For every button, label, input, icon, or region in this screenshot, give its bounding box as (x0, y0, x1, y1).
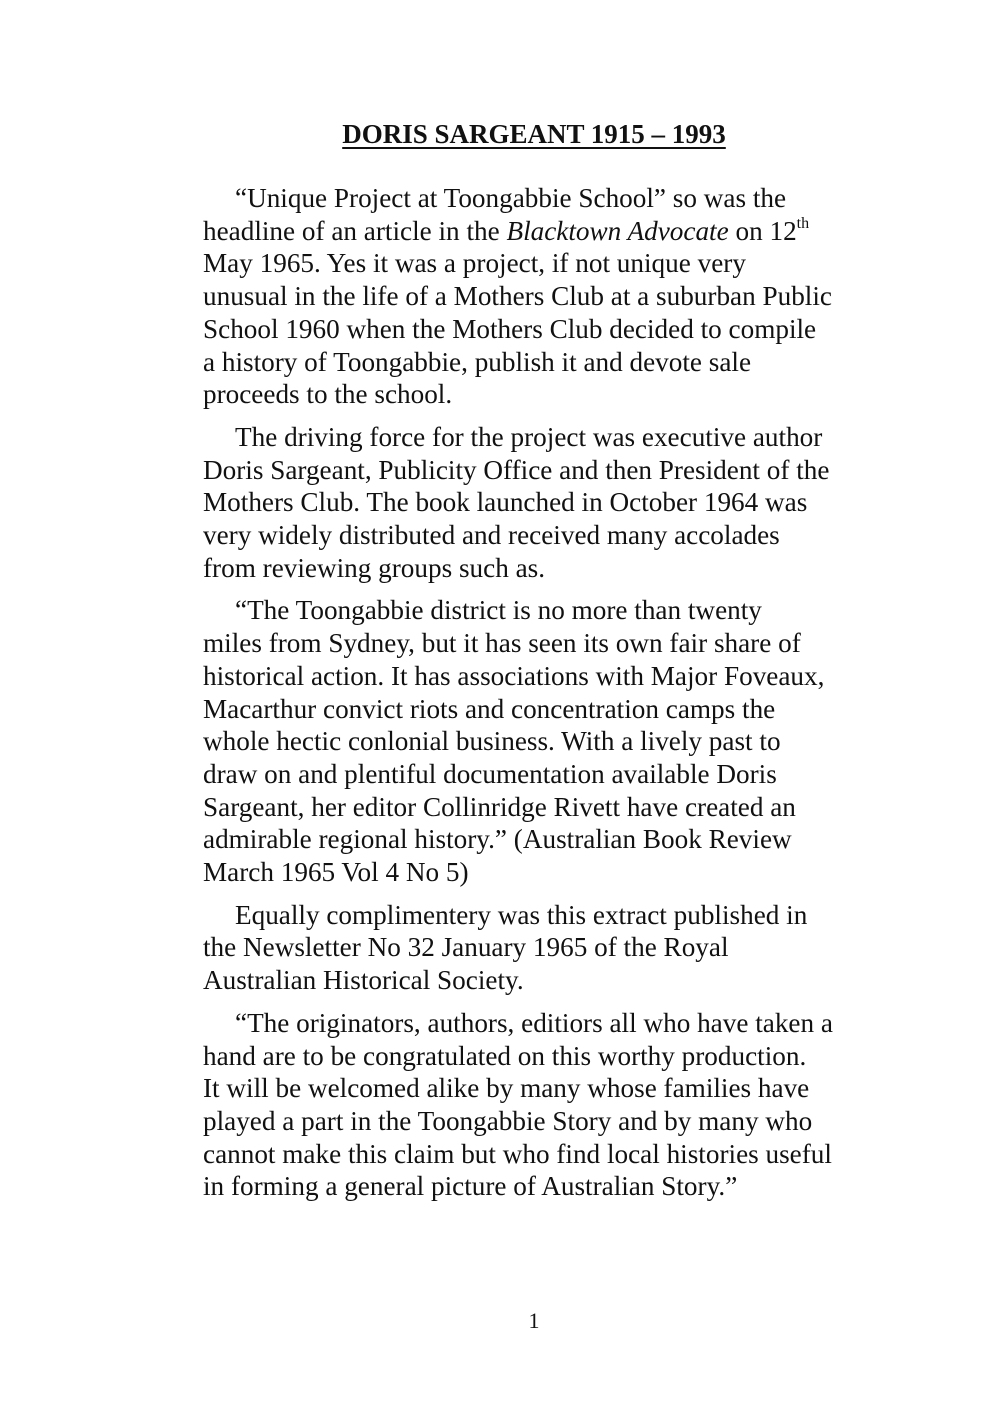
text-line (203, 215, 873, 248)
text-line: in forming a general picture of Australian Story.” (203, 1171, 738, 1202)
text-line: Mothers Club. The book launched in October 1964 was (203, 487, 808, 518)
text-line: hand are to be congratulated on this worthy production. (203, 1040, 807, 1071)
paragraph-2 (203, 421, 873, 585)
ordinal-suffix: th (796, 214, 810, 232)
text-line: It will be welcomed alike by many whose families have (203, 1073, 810, 1104)
text-line: historical action. It has associations with Major Foveaux, (203, 660, 825, 691)
text-line: Doris Sargeant, Publicity Office and then President of the (203, 454, 830, 485)
text-line: miles from Sydney, but it has seen its own fair share of (203, 628, 801, 659)
text-line: “The Toongabbie district is no more than twenty (235, 595, 762, 626)
text-line: draw on and plentiful documentation available Doris (203, 758, 777, 789)
text-fragment: headline of an article in the (203, 215, 507, 246)
text-line: the Newsletter No 32 January 1965 of the Royal (203, 932, 729, 963)
text-line: Australian Historical Society. (203, 965, 524, 996)
text-line: Equally complimentery was this extract published in (235, 899, 808, 930)
paragraph-4 (203, 899, 873, 997)
text-line: very widely distributed and received many accolades (203, 520, 780, 551)
text-line: cannot make this claim but who find local histories useful (203, 1138, 832, 1169)
text-line: proceeds to the school. (203, 379, 453, 410)
paragraph-1 (203, 182, 873, 411)
text-fragment: on 12 (728, 215, 797, 246)
text-line: “The originators, authors, editiors all who have taken a (235, 1007, 833, 1038)
text-line: unusual in the life of a Mothers Club at a suburban Public (203, 281, 832, 312)
text-line: a history of Toongabbie, publish it and devote sale (203, 346, 752, 377)
text-line: “Unique Project at Toongabbie School” so was the (235, 183, 787, 213)
text-line: whole hectic conlonial business. With a lively past to (203, 726, 781, 757)
text-line: The driving force for the project was executive author (235, 421, 823, 452)
page-number: 1 (528, 1308, 540, 1333)
text-line: March 1965 Vol 4 No 5) (203, 857, 469, 888)
paragraph-5 (203, 1007, 873, 1203)
text-line: May 1965. Yes it was a project, if not unique very (203, 248, 746, 279)
document-body (203, 182, 873, 1213)
text-line: School 1960 when the Mothers Club decided to compile (203, 313, 817, 344)
text-line: Macarthur convict riots and concentration camps the (203, 693, 776, 724)
text-line: from reviewing groups such as. (203, 552, 546, 583)
text-line: played a part in the Toongabbie Story and by many who (203, 1105, 813, 1136)
paragraph-3 (203, 594, 873, 888)
publication-name: Blacktown Advocate (506, 215, 729, 246)
text-line: Sargeant, her editor Collinridge Rivett have created an (203, 791, 796, 822)
page-title: DORIS SARGEANT 1915 – 1993 (342, 119, 726, 149)
text-line: admirable regional history.” (Australian Book Review (203, 824, 792, 855)
